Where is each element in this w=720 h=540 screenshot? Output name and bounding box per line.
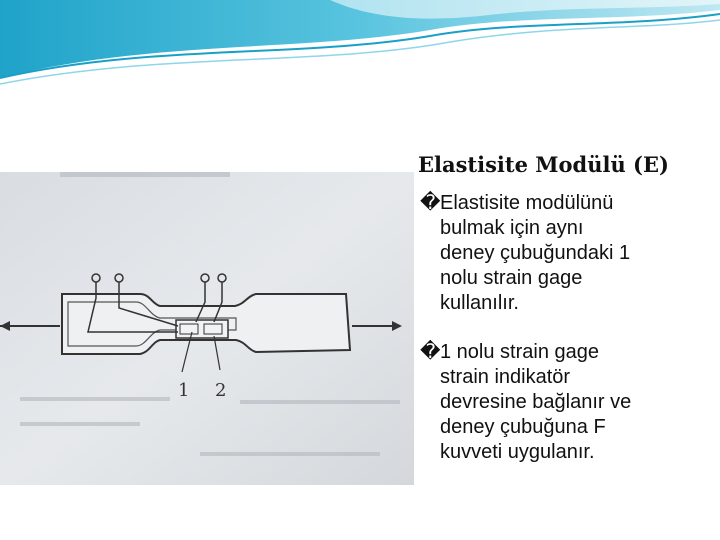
gage-label-1: 1 <box>178 380 190 401</box>
bullet-1-line-4: nolu strain gage <box>440 267 583 289</box>
strain-gage-specimen-photo <box>0 172 414 485</box>
bullet-2-line-4: deney çubuğuna F <box>440 416 606 438</box>
bullet-1-line-3: deney çubuğundaki 1 <box>440 242 631 264</box>
bullet-2-line-3: devresine bağlanır ve <box>440 391 632 413</box>
bullet-2-line-5: kuvveti uygulanır. <box>440 441 595 463</box>
bullet-2-line-1: 1 nolu strain gage <box>440 341 600 363</box>
slide-title: Elastisite Modülü (E) <box>418 152 669 177</box>
bullet-marker: � <box>420 341 441 363</box>
bullet-1-line-5: kullanılır. <box>440 292 519 314</box>
bullet-marker: � <box>420 192 441 214</box>
bullet-1-line-1: Elastisite modülünü <box>440 192 614 214</box>
bullet-2-line-2: strain indikatör <box>440 366 571 388</box>
bullet-1-line-2: bulmak için aynı <box>440 217 584 239</box>
bullet-1 <box>420 191 710 316</box>
bullet-2 <box>420 340 710 465</box>
header-wave-decoration <box>0 0 720 90</box>
gage-label-2: 2 <box>215 380 227 401</box>
